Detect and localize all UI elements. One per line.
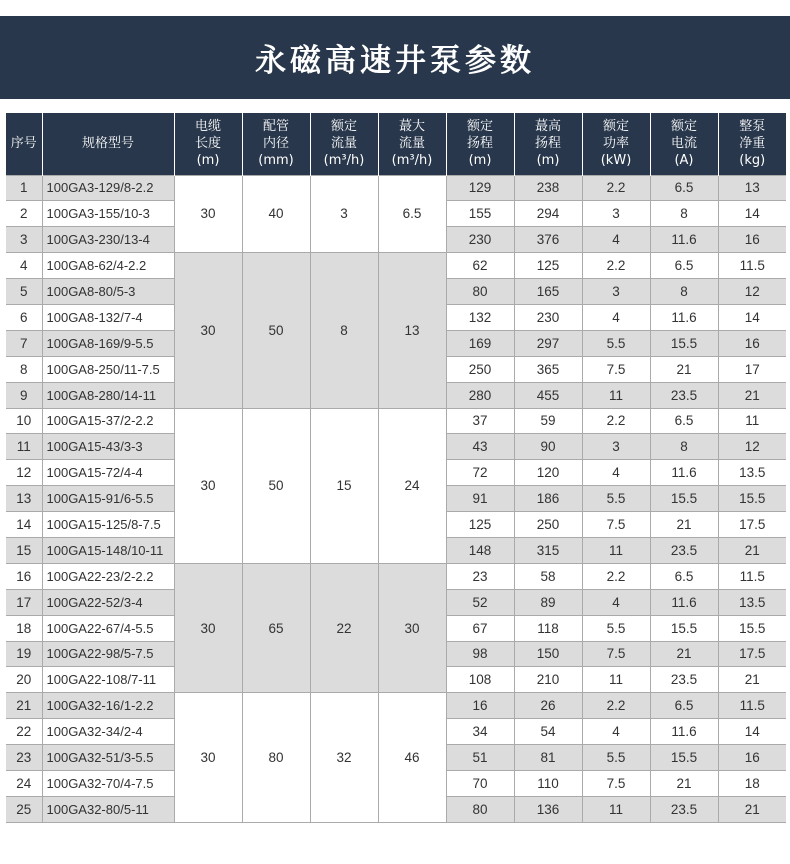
cell-rated-head: 91 [446,486,514,512]
cell-cable-length: 30 [174,563,242,692]
header-net-weight [718,113,786,175]
cell-model: 100GA22-52/3-4 [42,589,174,615]
cell-index: 3 [6,227,42,253]
cell-max-flow: 46 [378,693,446,822]
table-row [6,408,786,434]
cell-net-weight: 13.5 [718,460,786,486]
cell-net-weight: 14 [718,201,786,227]
cell-rated-current: 11.6 [650,719,718,745]
cell-max-flow: 30 [378,563,446,692]
header-line: 额定 [466,119,493,135]
cell-pipe-diameter: 65 [242,563,310,692]
cell-rated-current: 21 [650,356,718,382]
cell-rated-current: 21 [650,641,718,667]
cell-max-head: 250 [514,512,582,538]
cell-model: 100GA15-148/10-11 [42,537,174,563]
header-line: 功率 [602,136,629,152]
cell-index: 14 [6,512,42,538]
cell-cable-length: 30 [174,408,242,563]
cell-rated-current: 6.5 [650,563,718,589]
cell-max-head: 210 [514,667,582,693]
table-body [6,175,786,822]
cell-rated-power: 3 [582,201,650,227]
cell-max-head: 81 [514,745,582,771]
cell-rated-flow: 15 [310,408,378,563]
cell-net-weight: 11 [718,408,786,434]
cell-net-weight: 21 [718,382,786,408]
title-banner [0,16,790,99]
cell-net-weight: 17.5 [718,512,786,538]
header-line: (A) [674,153,694,169]
cell-max-flow: 24 [378,408,446,563]
header-line: (m) [468,153,492,169]
cell-index: 24 [6,770,42,796]
header-line: 流量 [330,136,357,152]
cell-rated-head: 72 [446,460,514,486]
cell-rated-head: 34 [446,719,514,745]
cell-model: 100GA3-129/8-2.2 [42,175,174,201]
cell-model: 100GA15-72/4-4 [42,460,174,486]
cell-rated-head: 169 [446,330,514,356]
header-line: 长度 [194,136,221,152]
header-line: 流量 [398,136,425,152]
cell-net-weight: 15.5 [718,615,786,641]
page-title: 永磁高速井泵参数 [255,43,535,79]
cell-model: 100GA3-155/10-3 [42,201,174,227]
cell-rated-head: 230 [446,227,514,253]
cell-model: 100GA32-80/5-11 [42,796,174,822]
cell-max-head: 125 [514,253,582,279]
cell-rated-current: 8 [650,201,718,227]
cell-rated-head: 62 [446,253,514,279]
cell-rated-current: 23.5 [650,382,718,408]
cell-rated-head: 132 [446,304,514,330]
cell-rated-current: 15.5 [650,486,718,512]
cell-model: 100GA22-23/2-2.2 [42,563,174,589]
cell-net-weight: 21 [718,796,786,822]
cell-max-flow: 6.5 [378,175,446,253]
cell-max-head: 297 [514,330,582,356]
cell-rated-power: 4 [582,719,650,745]
cell-max-head: 90 [514,434,582,460]
cell-index: 25 [6,796,42,822]
cell-rated-current: 8 [650,434,718,460]
cell-rated-head: 108 [446,667,514,693]
cell-model: 100GA15-37/2-2.2 [42,408,174,434]
cell-rated-current: 15.5 [650,330,718,356]
cell-max-head: 238 [514,175,582,201]
cell-net-weight: 17 [718,356,786,382]
cell-model: 100GA8-169/9-5.5 [42,330,174,356]
cell-index: 6 [6,304,42,330]
cell-model: 100GA32-51/3-5.5 [42,745,174,771]
cell-rated-power: 4 [582,304,650,330]
header-max-head [514,113,582,175]
cell-net-weight: 14 [718,304,786,330]
cell-rated-current: 23.5 [650,796,718,822]
cell-net-weight: 21 [718,537,786,563]
cell-max-head: 455 [514,382,582,408]
cell-index: 21 [6,693,42,719]
cell-index: 4 [6,253,42,279]
cell-rated-current: 21 [650,770,718,796]
header-rated-current [650,113,718,175]
header-line: 扬程 [534,136,561,152]
cell-rated-current: 21 [650,512,718,538]
cell-model: 100GA15-43/3-3 [42,434,174,460]
cell-rated-current: 23.5 [650,667,718,693]
cell-max-flow: 13 [378,253,446,408]
table-row [6,563,786,589]
cell-model: 100GA15-125/8-7.5 [42,512,174,538]
cell-rated-power: 3 [582,279,650,305]
cell-net-weight: 18 [718,770,786,796]
header-line: 序号 [10,136,37,152]
header-line: 额定 [330,119,357,135]
header-rated-head [446,113,514,175]
cell-net-weight: 12 [718,434,786,460]
cell-net-weight: 16 [718,745,786,771]
header-line: 蕞大 [398,119,425,135]
cell-rated-power: 7.5 [582,770,650,796]
header-line: 整泵 [739,119,766,135]
header-line: (kg) [739,153,766,169]
table-row [6,175,786,201]
cell-net-weight: 11.5 [718,253,786,279]
cell-rated-current: 11.6 [650,589,718,615]
cell-max-head: 186 [514,486,582,512]
cell-rated-head: 67 [446,615,514,641]
cell-net-weight: 14 [718,719,786,745]
cell-net-weight: 11.5 [718,563,786,589]
cell-rated-power: 11 [582,537,650,563]
header-line: (m³/h) [323,153,365,169]
cell-max-head: 120 [514,460,582,486]
cell-rated-head: 155 [446,201,514,227]
header-line: 配管 [262,119,289,135]
cell-model: 100GA32-16/1-2.2 [42,693,174,719]
cell-model: 100GA8-280/14-11 [42,382,174,408]
cell-rated-power: 2.2 [582,175,650,201]
cell-rated-current: 6.5 [650,408,718,434]
cell-model: 100GA8-250/11-7.5 [42,356,174,382]
cell-rated-head: 80 [446,279,514,305]
cell-max-head: 110 [514,770,582,796]
cell-rated-power: 2.2 [582,408,650,434]
header-rated-power [582,113,650,175]
cell-rated-power: 2.2 [582,693,650,719]
cell-pipe-diameter: 50 [242,253,310,408]
header-line: 内径 [262,136,289,152]
header-index [6,113,42,175]
cell-index: 2 [6,201,42,227]
cell-cable-length: 30 [174,253,242,408]
cell-max-head: 58 [514,563,582,589]
cell-index: 17 [6,589,42,615]
cell-max-head: 118 [514,615,582,641]
cell-max-head: 136 [514,796,582,822]
cell-net-weight: 15.5 [718,486,786,512]
header-line: (m) [536,153,560,169]
cell-index: 22 [6,719,42,745]
cell-rated-current: 6.5 [650,253,718,279]
header-line: 扬程 [466,136,493,152]
cell-rated-power: 5.5 [582,330,650,356]
cell-model: 100GA8-80/5-3 [42,279,174,305]
cell-net-weight: 17.5 [718,641,786,667]
cell-rated-current: 6.5 [650,693,718,719]
cell-rated-head: 80 [446,796,514,822]
cell-rated-head: 37 [446,408,514,434]
cell-rated-head: 98 [446,641,514,667]
cell-rated-power: 7.5 [582,512,650,538]
cell-rated-current: 23.5 [650,537,718,563]
cell-index: 15 [6,537,42,563]
header-line: (m³/h) [391,153,433,169]
cell-max-head: 365 [514,356,582,382]
cell-rated-head: 52 [446,589,514,615]
cell-max-head: 54 [514,719,582,745]
cell-model: 100GA22-108/7-11 [42,667,174,693]
cell-max-head: 315 [514,537,582,563]
cell-pipe-diameter: 50 [242,408,310,563]
header-line: (kW) [600,153,632,169]
cell-rated-power: 11 [582,796,650,822]
cell-rated-power: 2.2 [582,253,650,279]
cell-rated-power: 5.5 [582,615,650,641]
cell-index: 10 [6,408,42,434]
cell-index: 23 [6,745,42,771]
cell-index: 1 [6,175,42,201]
cell-rated-head: 23 [446,563,514,589]
cell-rated-head: 125 [446,512,514,538]
header-line: (mm) [258,153,294,169]
cell-index: 18 [6,615,42,641]
header-model [42,113,174,175]
cell-index: 19 [6,641,42,667]
header-line: 净重 [739,136,766,152]
cell-cable-length: 30 [174,175,242,253]
cell-rated-power: 11 [582,382,650,408]
header-line: 电流 [670,136,697,152]
cell-net-weight: 11.5 [718,693,786,719]
cell-net-weight: 13 [718,175,786,201]
cell-rated-current: 6.5 [650,175,718,201]
cell-rated-flow: 3 [310,175,378,253]
cell-max-head: 26 [514,693,582,719]
cell-model: 100GA22-98/5-7.5 [42,641,174,667]
cell-rated-flow: 32 [310,693,378,822]
cell-rated-power: 5.5 [582,745,650,771]
table-row [6,693,786,719]
cell-model: 100GA32-34/2-4 [42,719,174,745]
cell-rated-head: 129 [446,175,514,201]
cell-index: 13 [6,486,42,512]
cell-rated-current: 15.5 [650,615,718,641]
table-header-row [6,113,786,175]
cell-model: 100GA8-132/7-4 [42,304,174,330]
cell-model: 100GA3-230/13-4 [42,227,174,253]
cell-net-weight: 13.5 [718,589,786,615]
cell-rated-current: 11.6 [650,227,718,253]
cell-rated-power: 5.5 [582,486,650,512]
cell-index: 7 [6,330,42,356]
cell-rated-power: 7.5 [582,356,650,382]
cell-max-head: 230 [514,304,582,330]
cell-max-head: 150 [514,641,582,667]
cell-model: 100GA32-70/4-7.5 [42,770,174,796]
cell-max-head: 165 [514,279,582,305]
cell-rated-power: 7.5 [582,641,650,667]
cell-index: 20 [6,667,42,693]
cell-net-weight: 16 [718,330,786,356]
header-line: 额定 [602,119,629,135]
cell-index: 8 [6,356,42,382]
cell-rated-power: 3 [582,434,650,460]
header-line: 规格型号 [81,136,134,152]
cell-rated-current: 11.6 [650,304,718,330]
cell-rated-flow: 22 [310,563,378,692]
table-row [6,253,786,279]
cell-rated-current: 8 [650,279,718,305]
cell-rated-power: 4 [582,589,650,615]
cell-index: 5 [6,279,42,305]
cell-model: 100GA22-67/4-5.5 [42,615,174,641]
cell-rated-power: 11 [582,667,650,693]
cell-rated-power: 2.2 [582,563,650,589]
cell-rated-head: 16 [446,693,514,719]
cell-max-head: 89 [514,589,582,615]
cell-cable-length: 30 [174,693,242,822]
cell-rated-flow: 8 [310,253,378,408]
cell-rated-current: 15.5 [650,745,718,771]
cell-rated-head: 148 [446,537,514,563]
cell-index: 11 [6,434,42,460]
cell-rated-head: 250 [446,356,514,382]
cell-rated-power: 4 [582,227,650,253]
header-line: 电缆 [194,119,221,135]
cell-rated-head: 280 [446,382,514,408]
header-max-flow [378,113,446,175]
cell-net-weight: 16 [718,227,786,253]
cell-net-weight: 21 [718,667,786,693]
header-line: (m) [196,153,220,169]
header-cable-length [174,113,242,175]
cell-max-head: 376 [514,227,582,253]
cell-model: 100GA15-91/6-5.5 [42,486,174,512]
header-pipe-diameter [242,113,310,175]
cell-net-weight: 12 [718,279,786,305]
header-line: 蕞高 [534,119,561,135]
cell-index: 12 [6,460,42,486]
cell-rated-head: 43 [446,434,514,460]
cell-rated-head: 70 [446,770,514,796]
header-line: 额定 [670,119,697,135]
cell-index: 16 [6,563,42,589]
pump-spec-table [6,113,786,823]
cell-index: 9 [6,382,42,408]
cell-pipe-diameter: 80 [242,693,310,822]
cell-max-head: 59 [514,408,582,434]
cell-rated-power: 4 [582,460,650,486]
cell-rated-head: 51 [446,745,514,771]
cell-rated-current: 11.6 [650,460,718,486]
cell-max-head: 294 [514,201,582,227]
cell-pipe-diameter: 40 [242,175,310,253]
header-rated-flow [310,113,378,175]
cell-model: 100GA8-62/4-2.2 [42,253,174,279]
